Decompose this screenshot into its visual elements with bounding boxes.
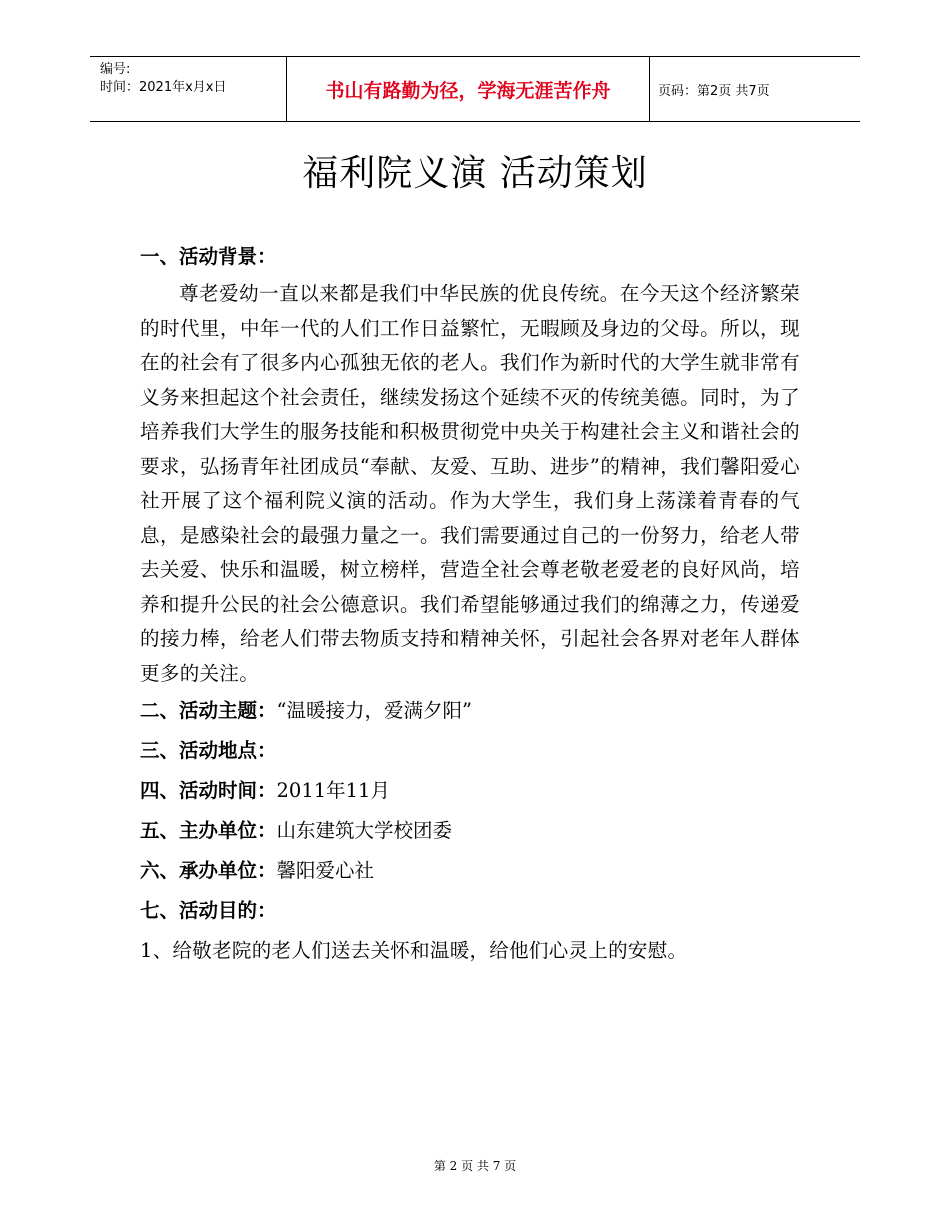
section-heading-undertaker: 六、承办单位：	[140, 859, 277, 882]
header-meta	[90, 57, 286, 121]
purpose-item: 1、给敬老院的老人们送去关怀和温暖，给他们心灵上的安慰。	[140, 939, 688, 962]
time-value: 2011年11月	[276, 779, 390, 802]
section-time	[140, 771, 800, 811]
time-label: 时间：2021年x月x日	[100, 80, 227, 95]
section-heading-purpose: 七、活动目的：	[140, 899, 277, 922]
number-label: 编号:	[100, 62, 131, 77]
page-footer: 第 2 页 共 7 页	[433, 1159, 517, 1173]
section-heading-background: 一、活动背景：	[140, 245, 277, 268]
theme-value: “温暖接力，爱满夕阳”	[276, 699, 472, 722]
header-page-info: 页码：第2页 共7页	[658, 83, 770, 99]
section-theme	[140, 691, 800, 731]
undertaker-value: 馨阳爱心社	[276, 859, 375, 882]
background-paragraph: 尊老爱幼一直以来都是我们中华民族的优良传统。在今天这个经济繁荣的时代里，中年一代的人们工作日益繁忙，无暇顾及身边的父母。所以，现在的社会有了很多内心孤独无依的老人。我们作为新时代的大学生就非常有义务来担起这个社会责任，继续发扬这个延续不灭的传统美德。同时，为了培养我们大学生的服务技能和积极贯彻党中央关于构建社会主义和谐社会的要求，弘扬青年社团成员“奉献、友爱、互助、进步”的精神，我们馨阳爱心社开展了这个福利院义演的活动。作为大学生，我们身上荡漾着青春的气息，是感染社会的最强力量之一。我们需要通过自己的一份努力，给老人带去关爱、快乐和温暖，树立榜样，营造全社会尊老敬老爱老的良好风尚，培养和提升公民的社会公德意识。我们希望能够通过我们的绵薄之力，传递爱的接力棒，给老人们带去物质支持和精神关怀，引起社会各界对老年人群体更多的关注。	[140, 282, 800, 685]
organizer-value: 山东建筑大学校团委	[276, 819, 453, 842]
section-location	[140, 731, 800, 771]
section-heading-time: 四、活动时间：	[140, 779, 277, 802]
document-header	[90, 56, 860, 122]
section-organizer	[140, 811, 800, 851]
section-undertaker	[140, 851, 800, 891]
page-title: 福利院义演 活动策划	[302, 153, 648, 194]
document-body	[140, 237, 800, 971]
header-motto: 书山有路勤为径，学海无涯苦作舟	[286, 57, 650, 121]
section-heading-theme: 二、活动主题：	[140, 699, 277, 722]
section-heading-location: 三、活动地点：	[140, 739, 277, 762]
section-heading-organizer: 五、主办单位：	[140, 819, 277, 842]
